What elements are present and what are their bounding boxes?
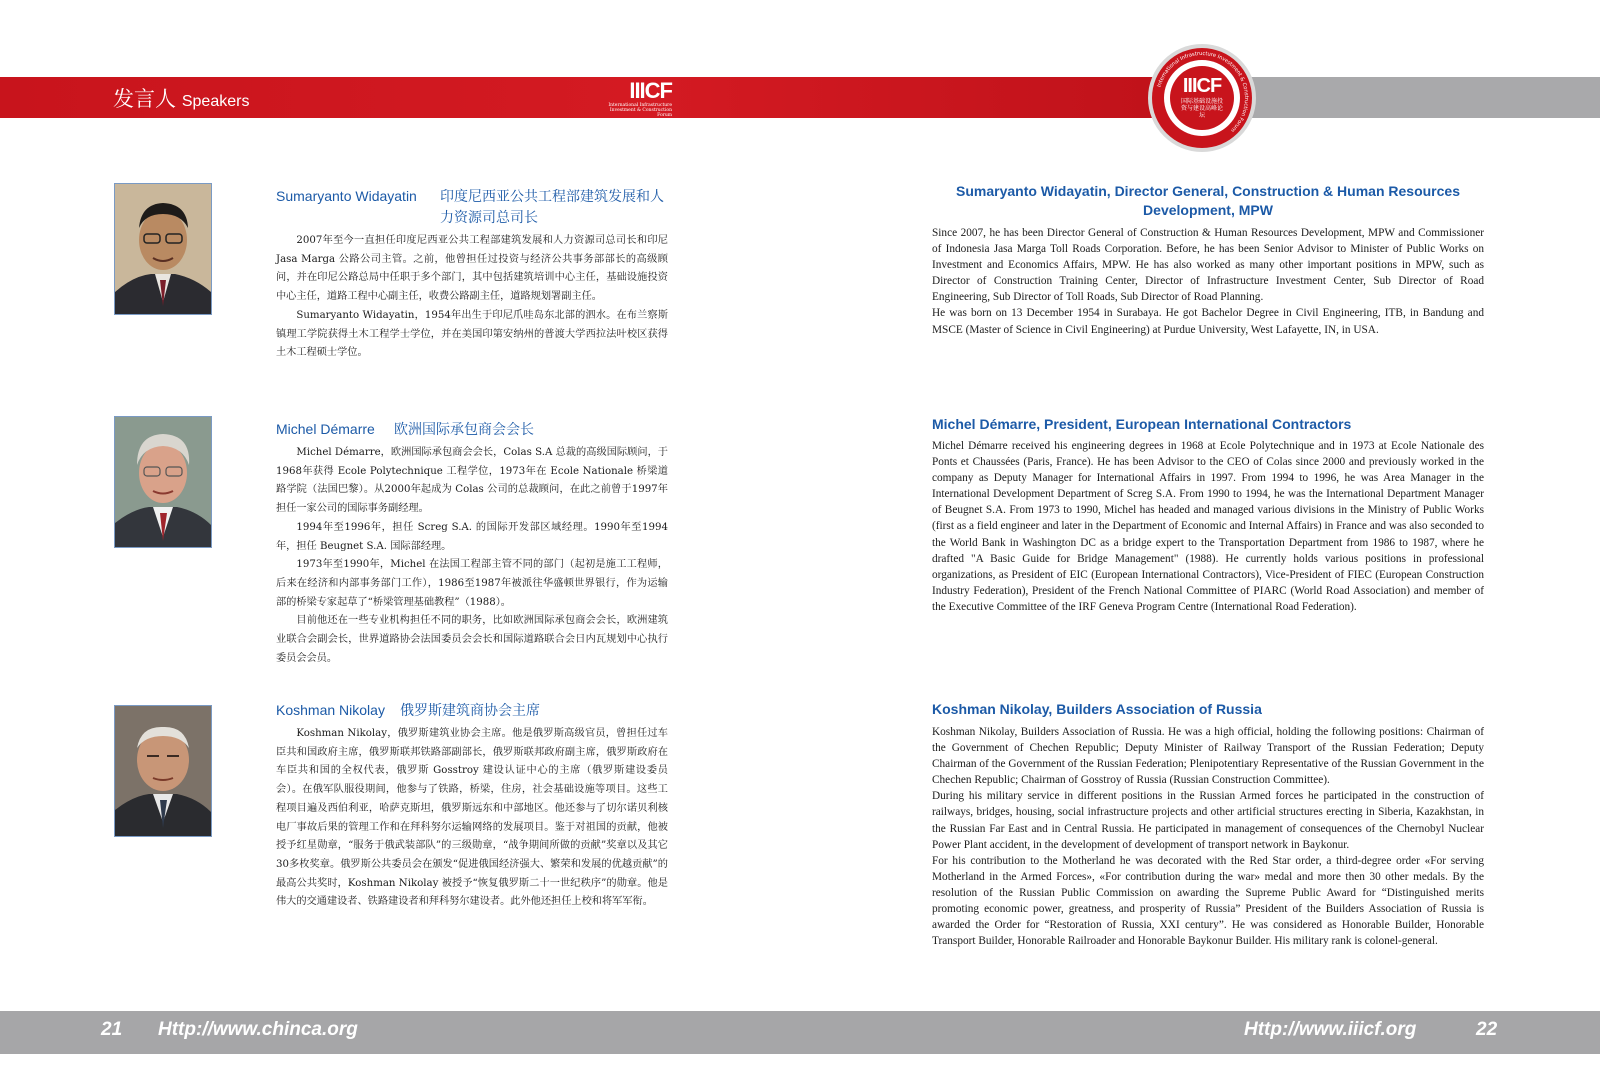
bio-paragraph: 2007年至今一直担任印度尼西亚公共工程部建筑发展和人力资源司总司长和印尼 Jasa Marga 公路公司主管。之前，他曾担任过投资与经济公共事务部部长的高级顾问，并在印尼公路总局中任职于多个部门，其中包括建筑培训中心主任，基础设施投资中心主任，道路工程中心副主任，收费公路副主任，道路规划署副主任。	[276, 235, 668, 303]
band-logo	[596, 80, 672, 120]
right-speaker-bio	[932, 724, 1484, 949]
speaker-title-cn: 欧洲国际承包商会会长	[394, 421, 534, 437]
bio-paragraph: Koshman Nikolay, Builders Association of Russia. He was a high official, holding the following positions: Chairman of the Government of Chechen Republic; Deputy Minister of Railway Transport of the Russian Federation; Deputy Chairman of the Government of the Russian Federation; Plenipotentiary Representative of the Russian Government in the Chechen Republic; Chairman of Gosstroy of Russia (Russian Construction Committee).	[932, 726, 1484, 787]
circle-logo-core	[1170, 66, 1234, 130]
right-footer-url[interactable]: Http://www.iiicf.org	[1244, 1019, 1417, 1040]
bio-paragraph: Sumaryanto Widayatin，1954年出生于印尼爪哇岛东北部的泗水。在布兰察斯镇理工学院获得土木工程学士学位，并在美国印第安纳州的普渡大学西拉法叶校区获得土木工程硕士学位。	[276, 309, 668, 359]
speaker-photo-widayatin	[114, 183, 212, 315]
bio-paragraph: During his military service in different positions in the Russian Armed forces he participated in the construction of railways, bridges, housing, social infrastructure projects and other artificial structures erecting in Siberia, Kazakhstan, in the Russian Far East and in Central Russia. He participated in management of consequences of the Chernobyl Nuclear Power Plant accident, in the development of development of transport network in Baykonur.	[932, 790, 1484, 851]
bio-paragraph: 目前他还在一些专业机构担任不同的职务，比如欧洲国际承包商会会长，欧洲建筑业联合会副会长，世界道路协会法国委员会会长和国际道路联合会日内瓦规划中心执行委员会会员。	[276, 615, 668, 664]
speaker-name: Sumaryanto Widayatin	[276, 188, 417, 204]
speaker-heading-line: Michel Démarre, President, European International Contractors	[932, 416, 1352, 432]
left-speaker-bio	[276, 444, 668, 668]
left-speaker-bio	[276, 232, 668, 363]
left-speaker-heading	[276, 419, 375, 440]
left-speaker-heading	[276, 186, 417, 207]
left-page-number: 21	[101, 1019, 123, 1040]
right-speaker-heading	[932, 700, 1484, 719]
left-footer-url[interactable]: Http://www.chinca.org	[158, 1019, 358, 1040]
speaker-title-cn: 俄罗斯建筑商协会主席	[400, 702, 540, 718]
section-title-cn: 发言人	[113, 88, 176, 111]
speaker-photo-demarre	[114, 416, 212, 548]
right-speaker-heading	[932, 182, 1484, 220]
section-title	[113, 83, 249, 113]
right-speaker-bio	[932, 225, 1484, 338]
left-speaker-title-cn	[440, 186, 668, 228]
right-speaker-bio	[932, 438, 1484, 615]
bio-paragraph: Koshman Nikolay，俄罗斯建筑业协会主席。他是俄罗斯高级官员，曾担任过车臣共和国政府主席，俄罗斯联邦铁路部副部长，俄罗斯联邦政府副主席，俄罗斯政府在车臣共和国的全权代表，俄罗斯 Gosstroy 建设认证中心的主席（俄罗斯建设委员会）。在俄军队服役期间，他参与了铁路，桥梁，住房，社会基础设施等项目。这些工程项目遍及西伯利亚，哈萨克斯坦，俄罗斯远东和中部地区。他还参与了切尔诺贝利核电厂事故后果的管理工作和在拜科努尔运输网络的发展项目。鉴于对祖国的贡献，他被授予红星勋章，“服务于俄武装部队”的三级勋章，“战争期间所做的贡献”奖章以及其它30多枚奖章。俄罗斯公共委员会在颁发“促进俄国经济强大、繁荣和发展的优越贡献”的最高公共奖时，Koshman Nikolay 被授予“恢复俄罗斯二十一世纪秩序”的勋章。他是伟大的交通建设者、铁路建设者和拜科努尔建设者。此外他还担任上校和将军军衔。	[276, 728, 668, 908]
speaker-heading-line: Sumaryanto Widayatin, Director General, Construction & Human Resources	[956, 183, 1460, 199]
speaker-name: Michel Démarre	[276, 421, 375, 437]
bio-paragraph: Michel Démarre received his engineering degrees in 1968 at Ecole Polytechnique and in 1973 at Ecole Nationale des Ponts et Chaussées (Paris, France). He has been Advisor to the CEO of Colas since 2000 and previously worked in the company as Deputy Manager for International Affairs in 1997. From 1994 to 1996, he was Area Manager in the International Development Department of Screg S.A. From 1990 to 1994, he was the International Department Manager of Beugnet S.A. From 1973 to 1990, Michel has headed and managed various divisions in the Ministry of Public Works (first as a field engineer and later in the Department of Economic and Internal Affairs) in France and was also seconded to the World Bank in Washington DC as a bridge expert to the Transportation Department from 1986 to 1987, where he drafted "A Basic Guide for Bridge Management" (1988). He currently holds various positions in professional organizations, as President of EIC (European International Contractors), Vice-President of FIEC (European Construction Industry Federation), President of the French National Committee of PIARC (World Road Association) and member of the Executive Committee of the IRF Geneva Program Centre (International Road Federation).	[932, 440, 1484, 613]
bio-paragraph: He was born on 13 December 1954 in Surabaya. He got Bachelor Degree in Civil Engineering, ITB, in Bandung and MSCE (Master of Science in Civil Engineering) at Purdue University, West Lafayette, IN, in USA.	[932, 307, 1484, 336]
speaker-title-cn: 印度尼西亚公共工程部建筑发展和人力资源司总司长	[440, 188, 664, 225]
left-speaker-heading	[276, 700, 385, 721]
ring-text-path: International Infrastructure Investment & Construction Forum	[1156, 50, 1250, 133]
circle-logo-mark: IIICF	[1182, 75, 1222, 97]
left-speaker-title-cn	[400, 700, 668, 721]
right-speaker-heading	[932, 415, 1484, 434]
left-speaker-title-cn	[394, 419, 668, 440]
band-logo-mark: IIICF	[629, 78, 672, 103]
speaker-heading-line: Development, MPW	[1143, 202, 1273, 218]
speaker-name: Koshman Nikolay	[276, 702, 385, 718]
bio-paragraph: Since 2007, he has been Director General of Construction & Human Resources Development, MPW and Commissioner of Indonesia Jasa Marga Toll Roads Corporation. Before, he has been Senior Advisor to Minister of Public Works on Investment and Economics Affairs, MPW. He has also worked as many other important positions in MPW, such as Director of Construction Training Center, Director of Infrastructure Investment Center, Sub Director of Road Engineering, Sub Director of Toll Roads, Sub Director of Road Planning.	[932, 227, 1484, 304]
left-speaker-bio	[276, 725, 668, 912]
bio-paragraph: 1994年至1996年，担任 Screg S.A. 的国际开发部区域经理。1990年至1994年，担任 Beugnet S.A. 国际部经理。	[276, 521, 668, 552]
right-page-number: 22	[1476, 1019, 1498, 1040]
speaker-heading-line: Koshman Nikolay, Builders Association of Russia	[932, 701, 1262, 717]
bio-paragraph: For his contribution to the Motherland he was decorated with the Red Star order, a third-degree order «For serving Motherland in the Armed Forces», «For contribution during the war» medal and more then 30 other medals. By the resolution of the Russian Public Commission on awarding the Supreme Public Award for “Distinguished merits promoting economic power, greatness, and prosperity of Russia” President of the Builders Association of Russia is awarded the Order for “Restoration of Russia, XXI century”. He was considered as Honorable Builder, Honorable Transport Builder, Honorable Railroader and Honorable Baykonur Builder. His military rank is colonel-general.	[932, 854, 1484, 948]
bio-paragraph: Michel Démarre，欧洲国际承包商会会长，Colas S.A 总裁的高级国际顾问，于1968年获得 Ecole Polytechnique 工程学位，1973年在 Ecole Nationale 桥梁道路学院（法国巴黎）。从2000年起成为 Colas 公司的总裁顾问，在此之前曾于1997年担任一家公司的国际事务副经理。	[276, 447, 668, 515]
bio-paragraph: 1973年至1990年，Michel 在法国工程部主管不同的部门（起初是施工工程师，后来在经济和内部事务部门工作），1986至1987年被派往华盛顿世界银行，作为运输部的桥梁专家起草了“桥梁管理基础教程”（1988）。	[276, 559, 668, 608]
speaker-photo-nikolay	[114, 705, 212, 837]
section-title-en: Speakers	[181, 93, 250, 110]
circle-logo-cn: 国际基础设施投资与建设高峰论坛	[1181, 98, 1224, 119]
band-logo-subtitle: International Infrastructure Investment & Construction Forum	[608, 103, 672, 118]
